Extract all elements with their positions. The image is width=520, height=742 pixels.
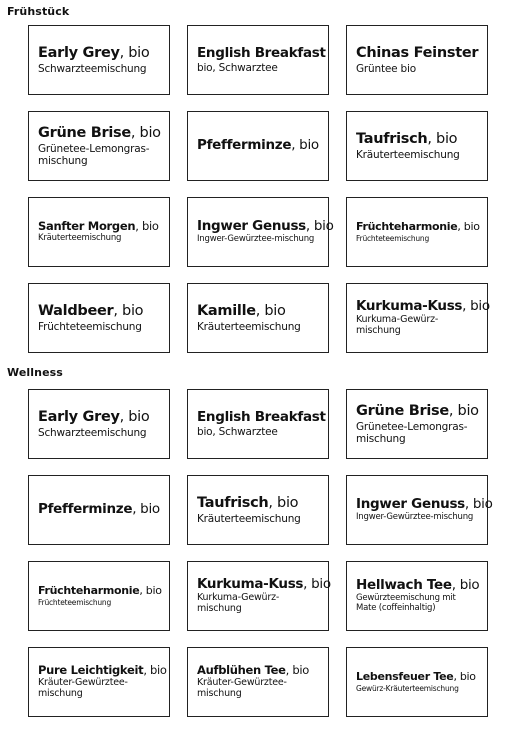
tea-suffix: , bio xyxy=(462,297,490,314)
tea-card[interactable] xyxy=(28,475,170,545)
tea-description: bio, Schwarztee xyxy=(197,62,278,75)
tea-suffix: , bio xyxy=(130,125,161,142)
tea-card[interactable] xyxy=(28,561,170,631)
tea-description: Grüntee bio xyxy=(356,62,416,75)
tea-card[interactable] xyxy=(346,283,488,353)
tea-name: Pfefferminze xyxy=(38,501,133,518)
tea-name: Früchteharmonie xyxy=(356,219,458,233)
tea-description: Grünetee-Lemongras- mischung xyxy=(356,420,468,445)
tea-suffix: , bio xyxy=(448,403,479,420)
tea-suffix: , bio xyxy=(268,495,299,512)
tea-name: Aufblühen Tee xyxy=(197,662,286,677)
tea-suffix: , bio xyxy=(135,219,159,233)
tea-name: Pfefferminze xyxy=(197,137,292,154)
section-title-fruehstueck: Frühstück xyxy=(7,5,70,18)
tea-card[interactable] xyxy=(346,647,488,717)
tea-name: Kurkuma-Kuss xyxy=(197,575,304,592)
tea-suffix: , bio xyxy=(457,219,480,233)
tea-card[interactable] xyxy=(187,389,329,459)
tea-suffix: , bio xyxy=(119,409,150,426)
tea-description: Kurkuma-Gewürz- mischung xyxy=(356,314,439,337)
tea-name: Kurkuma-Kuss xyxy=(356,297,463,314)
tea-card[interactable] xyxy=(187,197,334,267)
tea-suffix: , bio xyxy=(139,583,162,597)
tea-suffix: , bio xyxy=(132,501,160,518)
tea-name: Hellwach Tee xyxy=(356,576,452,593)
tea-suffix: , bio xyxy=(451,576,480,593)
tea-suffix: , bio xyxy=(453,669,476,683)
tea-card[interactable] xyxy=(187,283,329,353)
tea-description: Früchteteemischung xyxy=(38,320,142,333)
tea-description: Gewürzteemischung mit Mate (coffeinhaltig) xyxy=(356,593,456,614)
tea-description: Kräuterteemischung xyxy=(197,512,301,525)
tea-description: Kräuterteemischung xyxy=(356,148,460,161)
tea-description: Schwarzteemischung xyxy=(38,426,147,439)
tea-card[interactable] xyxy=(187,647,329,717)
tea-card[interactable] xyxy=(346,25,488,95)
tea-card[interactable] xyxy=(346,389,488,459)
tea-suffix: , bio xyxy=(291,137,319,154)
tea-description: Gewürz-Kräuterteemischung xyxy=(356,683,459,693)
tea-name: Early Grey xyxy=(38,45,120,62)
tea-description: Früchteteemischung xyxy=(356,233,430,243)
tea-card[interactable] xyxy=(346,111,488,181)
tea-name: Chinas Feinster xyxy=(356,45,479,62)
tea-card[interactable] xyxy=(346,475,493,545)
tea-suffix: , bio xyxy=(464,495,493,512)
tea-card[interactable] xyxy=(187,111,329,181)
tea-name: English Breakfast xyxy=(197,408,326,425)
tea-name: Early Grey xyxy=(38,409,120,426)
tea-name: Pure Leichtigkeit xyxy=(38,662,144,677)
tea-card[interactable] xyxy=(28,647,170,717)
tea-name: Grüne Brise xyxy=(38,125,131,142)
tea-suffix: , bio xyxy=(255,303,286,320)
tea-name: Lebensfeuer Tee xyxy=(356,669,454,683)
tea-name: Kamille xyxy=(197,303,256,320)
tea-card[interactable] xyxy=(187,475,329,545)
section-title-wellness: Wellness xyxy=(7,366,63,379)
tea-suffix: , bio xyxy=(427,131,458,148)
tea-suffix: , bio xyxy=(303,575,331,592)
tea-name: Ingwer Genuss xyxy=(356,495,465,512)
tea-name: Taufrisch xyxy=(356,131,428,148)
tea-card[interactable] xyxy=(187,25,329,95)
tea-suffix: , bio xyxy=(305,217,334,234)
tea-card[interactable] xyxy=(28,283,170,353)
tea-description: Kräuterteemischung xyxy=(197,320,301,333)
tea-description: Kurkuma-Gewürz- mischung xyxy=(197,592,280,615)
tea-description: Kräuter-Gewürztee- mischung xyxy=(197,677,287,700)
tea-suffix: , bio xyxy=(119,45,150,62)
tea-card[interactable] xyxy=(346,197,488,267)
tea-suffix: , bio xyxy=(285,662,309,677)
tea-card[interactable] xyxy=(346,561,488,631)
tea-suffix: , bio xyxy=(143,662,167,677)
tea-card[interactable] xyxy=(28,111,170,181)
tea-name: English Breakfast xyxy=(197,44,326,61)
tea-card[interactable] xyxy=(187,561,329,631)
tea-card[interactable] xyxy=(28,25,170,95)
tea-card[interactable] xyxy=(28,197,170,267)
tea-description: Ingwer-Gewürztee-mischung xyxy=(356,512,474,523)
tea-description: Früchteteemischung xyxy=(38,597,112,607)
tea-name: Sanfter Morgen xyxy=(38,219,136,233)
tea-name: Grüne Brise xyxy=(356,403,449,420)
tea-name: Ingwer Genuss xyxy=(197,217,306,234)
tea-description: Grünetee-Lemongras- mischung xyxy=(38,142,150,167)
tea-description: Kräuter-Gewürztee- mischung xyxy=(38,677,128,700)
tea-description: Kräuterteemischung xyxy=(38,233,122,244)
tea-description: bio, Schwarztee xyxy=(197,426,278,439)
tea-description: Schwarzteemischung xyxy=(38,62,147,75)
tea-card[interactable] xyxy=(28,389,170,459)
tea-name: Waldbeer xyxy=(38,303,114,320)
tea-description: Ingwer-Gewürztee-mischung xyxy=(197,234,315,245)
tea-name: Früchteharmonie xyxy=(38,583,140,597)
tea-suffix: , bio xyxy=(113,303,144,320)
tea-name: Taufrisch xyxy=(197,495,269,512)
